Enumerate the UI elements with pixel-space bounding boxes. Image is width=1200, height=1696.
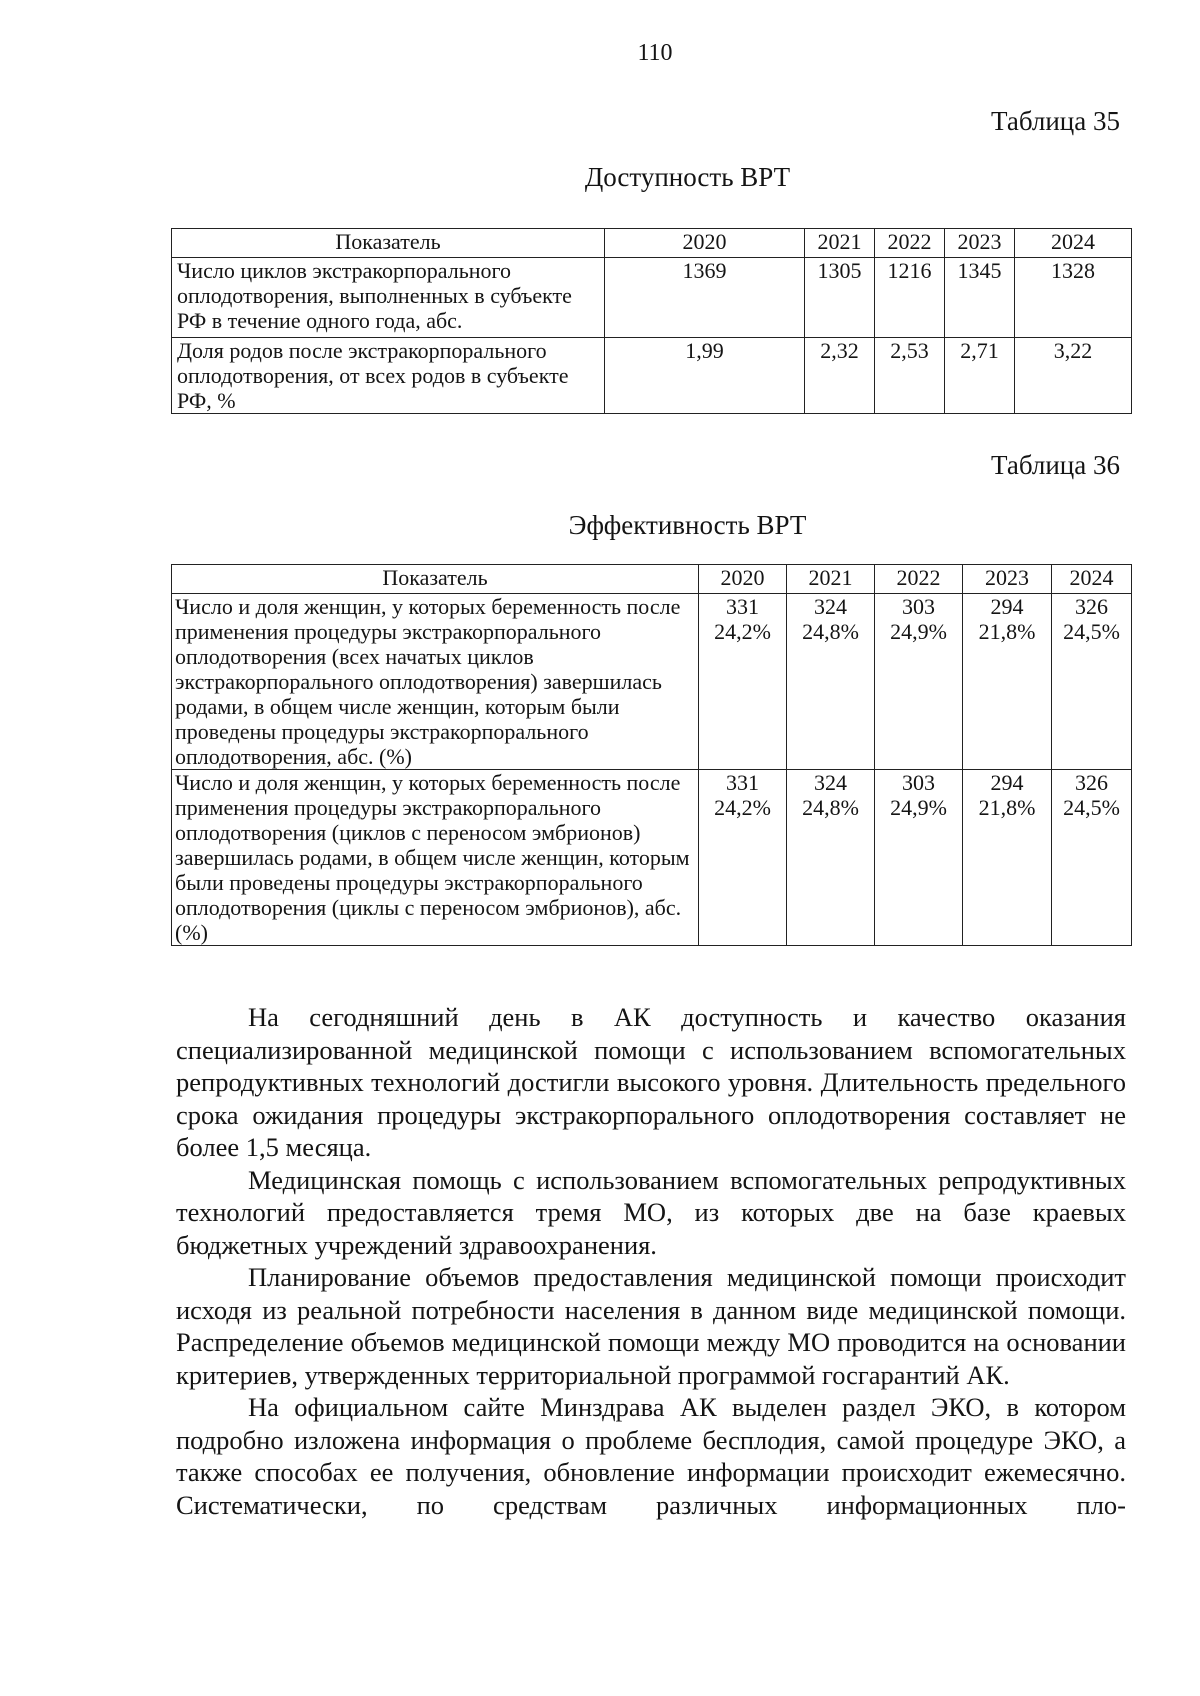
header-cell: 2022 <box>875 229 945 258</box>
indicator-cell: Число циклов экстракорпорального оплодотворения, выполненных в субъекте РФ в течение одного года, абс. <box>172 258 605 338</box>
pct-value: 24,2% <box>714 795 771 820</box>
abs-value: 303 <box>902 594 935 619</box>
pct-value: 21,8% <box>978 619 1036 644</box>
abs-value: 294 <box>990 594 1024 619</box>
value-cell <box>1052 594 1132 770</box>
abs-value: 326 <box>1075 770 1108 795</box>
paragraph: Планирование объемов предоставления медицинской помощи происходит исходя из реальной потребности населения в данном виде медицинской помощи. Распределение объемов медицинской помощи между МО проводится на основании критериев, утвержденных территориальной программой госгарантий АК. <box>176 1262 1126 1390</box>
pct-value: 24,9% <box>890 619 947 644</box>
abs-value: 331 <box>726 770 759 795</box>
table-36-label: Таблица 36 <box>991 450 1120 480</box>
abs-value: 331 <box>726 594 759 619</box>
value-cell: 1328 <box>1015 258 1132 338</box>
indicator-cell: Число и доля женщин, у которых беременность после применения процедуры экстракорпорального оплодотворения (всех начатых циклов экстракорпорального оплодотворения) завершилась родами, в общем числе женщин, которым были проведены процедуры экстракорпорального оплодотворения, абс. (%) <box>172 594 699 770</box>
value-cell: 3,22 <box>1015 338 1132 414</box>
value-cell: 1369 <box>605 258 805 338</box>
indicator-cell: Число и доля женщин, у которых беременность после применения процедуры экстракорпорального оплодотворения (циклов с переносом эмбрионов) завершилась родами, в общем числе женщин, которым были проведены процедуры экстракорпорального оплодотворения (циклы с переносом эмбрионов), абс. (%) <box>172 770 699 946</box>
abs-value: 326 <box>1075 594 1108 619</box>
header-cell: 2023 <box>963 565 1052 594</box>
value-cell: 2,53 <box>875 338 945 414</box>
header-cell: 2020 <box>605 229 805 258</box>
value-cell <box>1052 770 1132 946</box>
body-text <box>176 1001 1126 1521</box>
table-36-title: Эффективность ВРТ <box>568 510 807 540</box>
pct-value: 24,8% <box>802 795 859 820</box>
value-cell: 1305 <box>805 258 875 338</box>
header-cell: 2022 <box>875 565 963 594</box>
table-35-label: Таблица 35 <box>991 106 1120 136</box>
abs-value: 324 <box>814 770 847 795</box>
table-row <box>172 770 1132 946</box>
header-cell: 2024 <box>1052 565 1132 594</box>
value-cell <box>875 594 963 770</box>
header-cell: 2020 <box>699 565 787 594</box>
value-cell: 1216 <box>875 258 945 338</box>
pct-value: 24,5% <box>1063 619 1120 644</box>
header-cell: 2023 <box>945 229 1015 258</box>
abs-value: 303 <box>902 770 935 795</box>
value-cell <box>875 770 963 946</box>
header-cell: Показатель <box>172 229 605 258</box>
pct-value: 24,2% <box>714 619 771 644</box>
value-cell <box>787 594 875 770</box>
value-cell <box>699 770 787 946</box>
pct-value: 21,8% <box>978 795 1036 820</box>
header-cell: 2021 <box>787 565 875 594</box>
header-cell: 2021 <box>805 229 875 258</box>
value-cell <box>963 770 1052 946</box>
paragraph: Медицинская помощь с использованием вспомогательных репродуктивных технологий предоставляется тремя МО, из которых две на базе краевых бюджетных учреждений здравоохранения. <box>176 1164 1126 1260</box>
value-cell <box>699 594 787 770</box>
value-cell: 1345 <box>945 258 1015 338</box>
table-header-row <box>172 565 1132 594</box>
table-row <box>172 594 1132 770</box>
table-35 <box>171 228 1132 414</box>
indicator-cell: Доля родов после экстракорпорального оплодотворения, от всех родов в субъекте РФ, % <box>172 338 605 414</box>
paragraph: На официальном сайте Минздрава АК выделен раздел ЭКО, в котором подробно изложена информация о проблеме бесплодия, самой процедуре ЭКО, а также способах ее получения, обновление информации происходит ежемесячно. Систематически, по средствам различных информационных пло- <box>176 1392 1126 1520</box>
table-36 <box>171 564 1132 946</box>
pct-value: 24,5% <box>1063 795 1120 820</box>
table-header-row <box>172 229 1132 258</box>
abs-value: 324 <box>814 594 847 619</box>
value-cell: 2,32 <box>805 338 875 414</box>
table-row <box>172 258 1132 338</box>
value-cell: 2,71 <box>945 338 1015 414</box>
abs-value: 294 <box>990 770 1024 795</box>
value-cell <box>963 594 1052 770</box>
paragraph: На сегодняшний день в АК доступность и качество оказания специализированной медицинской помощи с использованием вспомогательных репродуктивных технологий достигли высокого уровня. Длительность предельного срока ожидания процедуры экстракорпорального оплодотворения составляет не более 1,5 месяца. <box>176 1002 1126 1162</box>
table-row <box>172 338 1132 414</box>
value-cell <box>787 770 875 946</box>
value-cell: 1,99 <box>605 338 805 414</box>
table-35-title: Доступность ВРТ <box>584 162 791 192</box>
pct-value: 24,9% <box>890 795 947 820</box>
pct-value: 24,8% <box>802 619 859 644</box>
header-cell: 2024 <box>1015 229 1132 258</box>
header-cell: Показатель <box>172 565 699 594</box>
page-number: 110 <box>637 40 673 66</box>
